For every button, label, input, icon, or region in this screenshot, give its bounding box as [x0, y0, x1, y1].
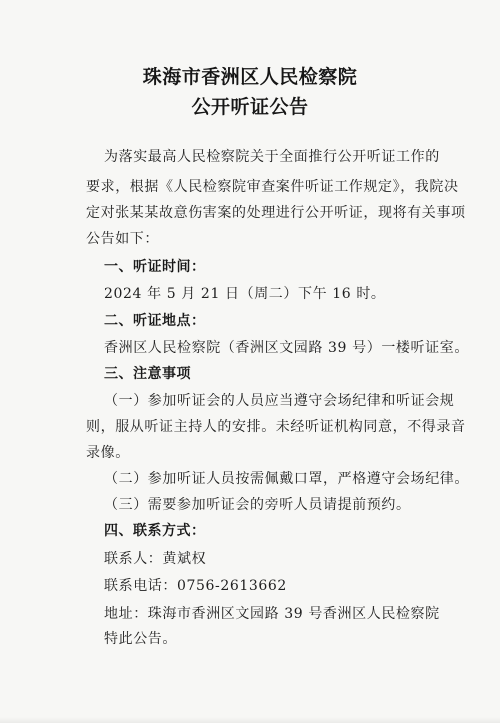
- section-notes-heading: 三、注意事项: [104, 366, 191, 382]
- page-edge-shadow: [0, 717, 500, 723]
- section-location-text: 香洲区人民检察院（香洲区文园路 39 号）一楼听证室。: [104, 340, 469, 356]
- section-location-heading: 二、听证地点：: [104, 313, 206, 329]
- section-contact-heading: 四、联系方式：: [104, 523, 206, 539]
- intro-line-3: 定对张某某故意伤害案的处理进行公开听证，现将有关事项: [86, 205, 466, 221]
- intro-line-2: 要求，根据《人民检察院审查案件听证工作规定》，我院决: [86, 179, 459, 195]
- notes-item-1-line-1: （一）参加听证会的人员应当遵守会场纪律和听证会规: [104, 393, 455, 409]
- notes-item-1-line-3: 录像。: [86, 445, 130, 461]
- contact-phone: 联系电话：0756-2613662: [104, 578, 287, 594]
- notes-item-1-line-2: 则，服从听证主持人的安排。未经听证机构同意，不得录音: [86, 419, 466, 435]
- notes-item-3: （三）需要参加听证会的旁听人员请提前预约。: [104, 497, 411, 513]
- notes-item-2: （二）参加听证人员按需佩戴口罩，严格遵守会场纪律。: [104, 471, 469, 487]
- document-title-notice: 公开听证公告: [191, 96, 309, 118]
- section-time-text: 2024 年 5 月 21 日（周二）下午 16 时。: [104, 286, 386, 302]
- document-title-organization: 珠海市香洲区人民检察院: [142, 66, 358, 88]
- contact-address: 地址：珠海市香洲区文园路 39 号香洲区人民检察院: [104, 606, 440, 622]
- closing-line: 特此公告。: [104, 631, 177, 647]
- intro-line-1: 为落实最高人民检察院关于全面推行公开听证工作的: [104, 149, 440, 165]
- contact-person: 联系人：黄斌权: [104, 551, 207, 567]
- intro-line-4: 公告如下：: [86, 231, 159, 247]
- section-time-heading: 一、听证时间：: [104, 259, 206, 275]
